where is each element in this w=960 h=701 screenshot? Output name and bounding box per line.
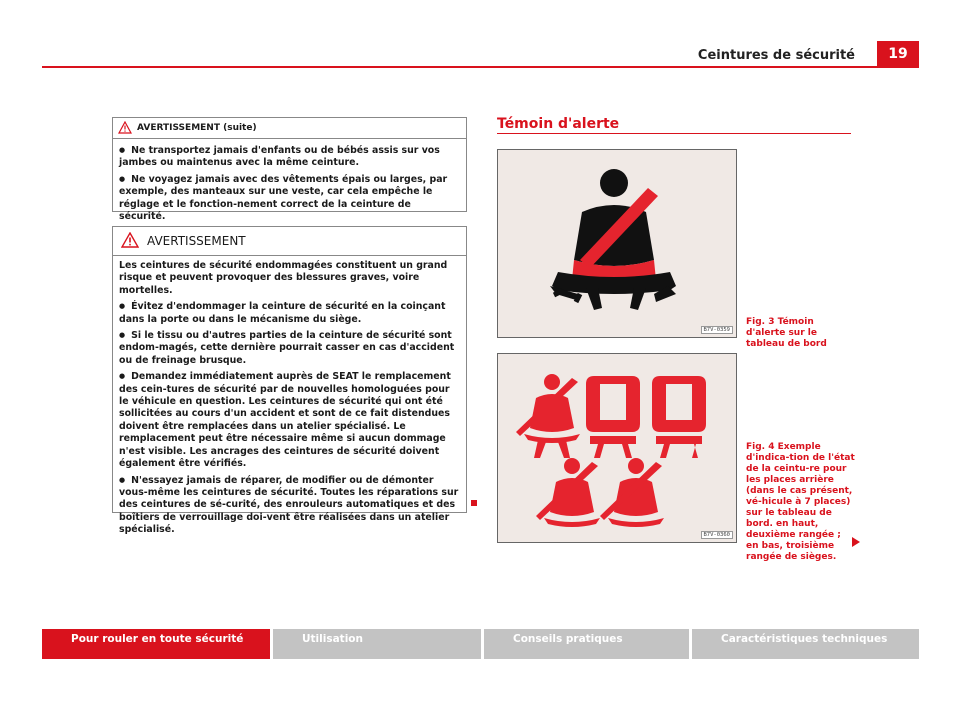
page-number: 19 bbox=[877, 41, 919, 67]
footer-nav bbox=[42, 629, 919, 659]
footer-tab-utilisation[interactable]: Utilisation bbox=[273, 629, 481, 659]
footer-tab-caracteristiques[interactable]: Caractéristiques techniques bbox=[692, 629, 919, 659]
warning-header bbox=[113, 227, 466, 256]
warning-item: ● Demandez immédiatement auprès de SEAT le remplacement des cein-tures de sécurité par de nouvelles homologuées pour le véhicule en question. Les ceintures de sécurité qui ont été sollicitées au cours d'un accident et sont de ce fait distendues doivent être remplacées dans un atelier spécialisé. Le remplacement peut être nécessaire même si aucun dommage n'est visible. Les ancrages des ceintures de sécurité doivent également être vérifiés. bbox=[119, 370, 460, 470]
figure-code: B7V-0359 bbox=[701, 326, 734, 334]
footer-tab-securite[interactable]: Pour rouler en toute sécurité bbox=[42, 629, 270, 659]
warning-triangle-icon bbox=[121, 232, 139, 248]
header-title: Ceintures de sécurité bbox=[697, 48, 855, 63]
continue-arrow-icon bbox=[852, 537, 860, 547]
section-end-marker bbox=[471, 500, 477, 506]
warning-continued-header bbox=[113, 118, 466, 139]
rear-seats-status-icon bbox=[498, 354, 736, 542]
warning-intro: Les ceintures de sécurité endommagées constituent un grand risque et peuvent provoquer des blessures graves, voire mortelles. bbox=[119, 260, 448, 296]
warning-triangle-icon bbox=[118, 121, 132, 134]
header-rule bbox=[42, 66, 919, 68]
seatbelt-person-icon bbox=[498, 150, 736, 337]
warning-item: ● Évitez d'endommager la ceinture de sécurité en la coinçant dans la porte ou dans le mécanisme du siège. bbox=[119, 300, 460, 326]
warning-continued-box bbox=[112, 117, 467, 223]
warning-continued-title: AVERTISSEMENT (suite) bbox=[137, 123, 257, 133]
warning-item: ● N'essayez jamais de réparer, de modifier ou de démonter vous-même les ceintures de sécurité. Toutes les réparations sur des ceintures de sé-curité, des enrouleurs automatiques et des boîtiers de verrouillage doi-vent être réalisées dans un atelier spécialisé. bbox=[119, 474, 460, 537]
warning-title: AVERTISSEMENT bbox=[147, 234, 246, 248]
figure-caption: Fig. 4 Exemple d'indica-tion de l'état de la ceintu-re pour les places arrière (dans le cas présent, vé-hicule à 7 places) sur le tableau de bord. en haut, deuxième rangée ; en bas, troisième rangée de sièges. bbox=[746, 442, 855, 562]
figure-caption: Fig. 3 Témoin d'alerte sur le tableau de bord bbox=[746, 317, 827, 349]
warning-continued-item: ● Ne transportez jamais d'enfants ou de bébés assis sur vos jambes ou maintenus avec la même ceinture. bbox=[119, 144, 460, 170]
warning-box bbox=[112, 226, 467, 536]
section-rule bbox=[497, 133, 851, 134]
figure-seatbelt-warning-light bbox=[497, 149, 737, 338]
warning-item: ● Si le tissu ou d'autres parties de la ceinture de sécurité sont endom-magés, cette dernière pourrait casser en cas d'accident ou de freinage brusque. bbox=[119, 329, 460, 367]
section-title: Témoin d'alerte bbox=[497, 116, 620, 132]
footer-tab-conseils[interactable]: Conseils pratiques bbox=[484, 629, 689, 659]
figure-rear-seat-status bbox=[497, 353, 737, 543]
warning-continued-item: ● Ne voyagez jamais avec des vêtements épais ou larges, par exemple, des manteaux sur une veste, car cela empêche le réglage et le fonction-nement correct de la ceinture de sécurité. bbox=[119, 173, 460, 224]
figure-code: B7V-0360 bbox=[701, 531, 734, 539]
